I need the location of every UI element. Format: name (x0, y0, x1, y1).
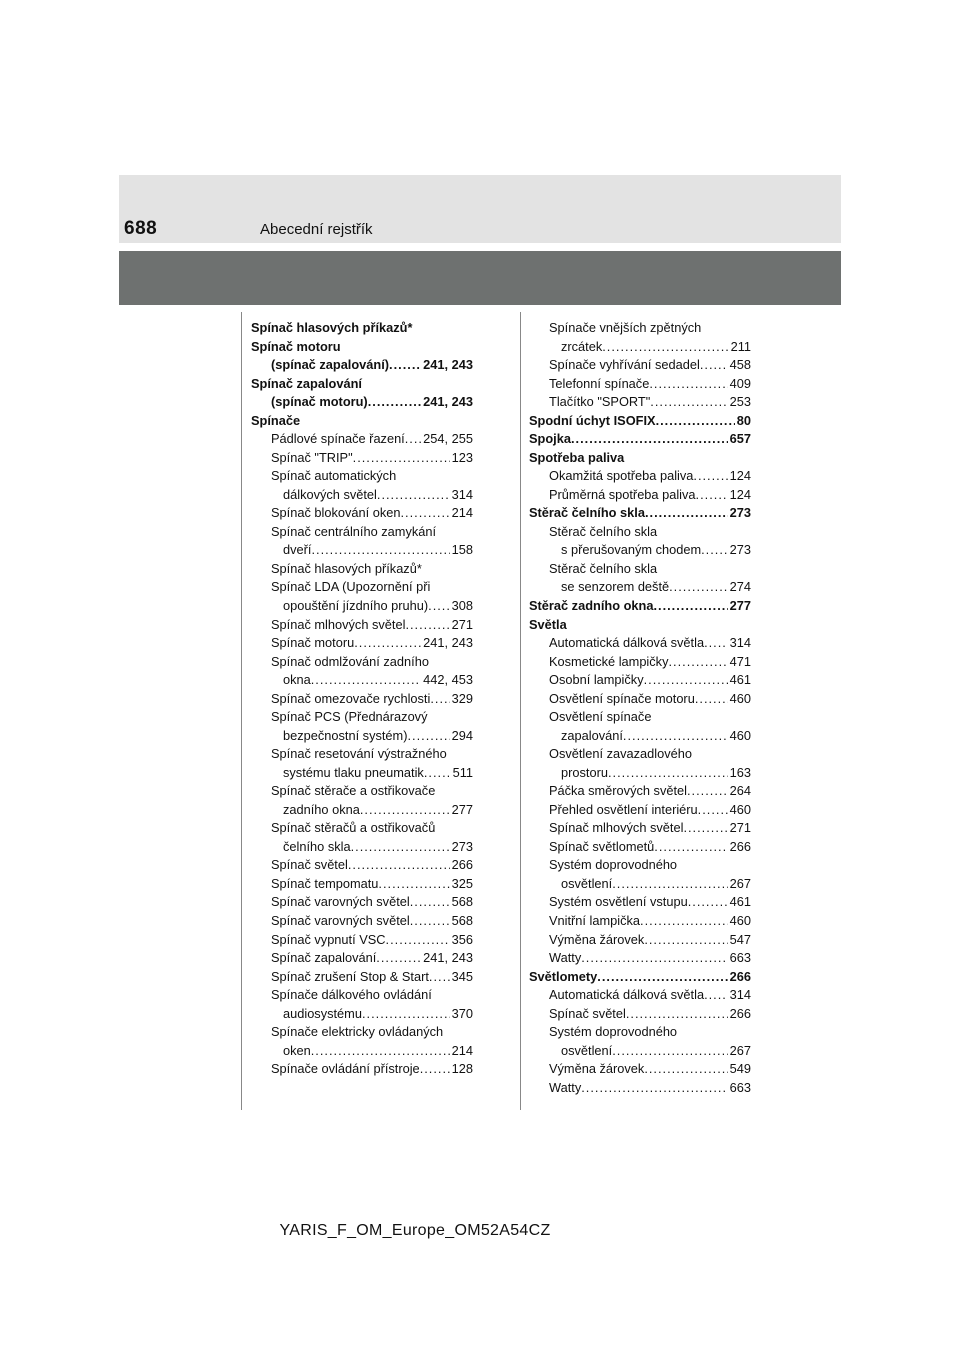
index-entry (529, 801, 751, 820)
dot-leader (430, 690, 449, 709)
index-entry-page: 547 (729, 931, 751, 947)
index-entry-page: 253 (729, 394, 751, 410)
index-entry (251, 486, 473, 505)
index-entry-page: 163 (729, 764, 751, 780)
index-entry-page: 271 (729, 820, 751, 836)
dot-leader (701, 541, 728, 560)
index-entry (251, 1042, 473, 1061)
column-divider-left (241, 312, 242, 1110)
index-entry (251, 560, 473, 579)
index-entry (529, 338, 751, 357)
index-entry-page: 549 (729, 1061, 751, 1077)
dot-leader (650, 393, 727, 412)
index-entry (529, 782, 751, 801)
index-entry-text: Automatická dálková světla (549, 987, 705, 1003)
index-entry-page: 267 (729, 1042, 751, 1058)
index-entry (251, 708, 473, 727)
header-band (119, 175, 841, 243)
column-divider-middle (520, 312, 521, 1110)
index-entry-text: Spínač automatických (271, 468, 397, 484)
dot-leader (653, 597, 727, 616)
index-entry (251, 745, 473, 764)
dot-leader (640, 912, 728, 931)
dot-leader (608, 764, 728, 783)
dot-leader (698, 801, 728, 820)
index-entry-text: Spínače vnějších zpětných (549, 320, 702, 335)
dot-leader (688, 893, 728, 912)
index-entry-page: 657 (729, 431, 751, 447)
dot-leader (644, 1060, 727, 1079)
index-entry (251, 764, 473, 783)
index-entry (529, 560, 751, 579)
page-title: Abecední rejstřík (260, 221, 373, 238)
index-entry-text: Systém doprovodného (549, 1024, 678, 1040)
index-entry-text: Osvětlení zavazadlového (549, 746, 692, 762)
index-entry (529, 745, 751, 764)
index-entry-page: 511 (452, 764, 473, 780)
index-entry (251, 412, 473, 431)
document-code: YARIS_F_OM_Europe_OM52A54CZ (279, 1222, 551, 1239)
dot-leader (668, 653, 727, 672)
index-entry-text: (spínač motoru) (271, 394, 368, 410)
index-entry-page: 266 (451, 857, 473, 873)
dot-leader (612, 875, 727, 894)
index-entry (529, 578, 751, 597)
index-entry-page: 345 (451, 968, 473, 984)
index-entry (251, 393, 473, 412)
index-entry-page: 80 (736, 412, 751, 428)
index-entry (529, 838, 751, 857)
index-entry-page: 264 (729, 783, 751, 799)
dot-leader (597, 968, 727, 987)
index-entry (251, 338, 473, 357)
index-entry-page: 241, 243 (423, 357, 473, 373)
index-entry-text: Spínač zapalování (271, 950, 377, 966)
index-entry (251, 968, 473, 987)
index-entry (251, 690, 473, 709)
dot-leader (405, 616, 449, 635)
index-entry-page: 123 (451, 449, 473, 465)
dot-leader (424, 764, 451, 783)
index-entry-text: Stěrač čelního skla (529, 505, 645, 521)
index-entry-text: Watty (549, 1079, 582, 1095)
index-entry-text: Spojka (529, 431, 571, 447)
index-entry-text: Spínač varovných světel (271, 894, 410, 910)
index-entry-text: okna (283, 672, 311, 688)
index-entry (251, 949, 473, 968)
index-entry (251, 801, 473, 820)
dot-leader (400, 504, 449, 523)
index-entry-text: osvětlení (561, 875, 613, 891)
index-entry (529, 727, 751, 746)
index-entry (251, 727, 473, 746)
index-entry-page: 460 (729, 690, 751, 706)
index-entry-text: Spínač stěrače a ostřikovače (271, 783, 436, 799)
index-entry (251, 912, 473, 931)
index-entry-page: 460 (729, 801, 751, 817)
index-entry-page: 277 (451, 801, 473, 817)
document-footer (0, 1222, 960, 1240)
dot-leader (669, 578, 728, 597)
dot-leader (700, 356, 728, 375)
index-entry-page: 267 (729, 875, 751, 891)
dot-leader (405, 430, 421, 449)
index-entry-text: Spínač centrálního zamykání (271, 523, 437, 539)
dot-leader (581, 1079, 727, 1098)
index-entry-text: osvětlení (561, 1042, 613, 1058)
index-column-2 (529, 319, 751, 1097)
index-entry-text: Světlomety (529, 968, 598, 984)
index-entry-text: Spínač resetování výstražného (271, 746, 447, 762)
index-entry (251, 541, 473, 560)
index-entry-text: Systém osvětlení vstupu (549, 894, 688, 910)
index-entry-text: Pádlové spínače řazení (271, 431, 405, 447)
index-entry-page: 241, 243 (423, 394, 473, 410)
index-entry-text: Spínač světlometů (549, 838, 655, 854)
index-entry-text: Spínače vyhřívání sedadel (549, 357, 700, 373)
index-entry-text: Spínače ovládání přístroje (271, 1061, 420, 1077)
index-entry-page: 271 (451, 616, 473, 632)
dot-leader (354, 634, 421, 653)
index-entry-page: 128 (451, 1061, 473, 1077)
index-entry-text: Přehled osvětlení interiéru (549, 801, 698, 817)
dot-leader (353, 449, 450, 468)
index-entry-page: 214 (451, 1042, 473, 1058)
index-entry-text: Spínač omezovače rychlosti (271, 690, 431, 706)
index-entry-page: 294 (451, 727, 473, 743)
index-entry-text: Spínač PCS (Přednárazový (271, 709, 428, 725)
index-entry-text: Okamžitá spotřeba paliva (549, 468, 694, 484)
index-entry-text: Výměna žárovek (549, 1061, 645, 1077)
index-entry (529, 597, 751, 616)
index-entry-page: 460 (729, 913, 751, 928)
index-entry (251, 356, 473, 375)
index-entry-text: zrcátek (561, 338, 603, 354)
dot-leader (311, 1042, 450, 1061)
index-entry (529, 393, 751, 412)
index-entry-text: se senzorem deště (561, 579, 670, 595)
index-entry-page: 356 (451, 931, 473, 947)
index-entry-page: 124 (729, 486, 751, 502)
index-entry (529, 1060, 751, 1079)
index-entry-page: 460 (729, 727, 751, 743)
index-entry (251, 467, 473, 486)
index-entry (529, 671, 751, 690)
index-entry-text: dveří (283, 542, 312, 558)
index-entry-page: 461 (729, 894, 751, 910)
index-entry-page: 211 (730, 338, 751, 354)
index-entry (529, 690, 751, 709)
dot-leader (386, 931, 450, 950)
dot-leader (376, 949, 421, 968)
dot-leader (695, 690, 728, 709)
index-entry-text: Spínač hlasových příkazů* (271, 560, 422, 576)
index-entry (251, 319, 473, 338)
index-entry-text: čelního skla (283, 838, 351, 854)
index-entry-text: Telefonní spínače (549, 375, 650, 391)
index-entry-page: 254, 255 (423, 431, 473, 447)
index-entry-page: 314 (451, 486, 473, 502)
index-entry (529, 541, 751, 560)
index-entry (251, 893, 473, 912)
index-entry (529, 375, 751, 394)
index-entry-text: dálkových světel (283, 486, 377, 502)
index-entry (529, 653, 751, 672)
index-entry-text: Spínač mlhových světel (271, 616, 406, 632)
index-entry-page: 458 (729, 357, 751, 373)
index-entry (251, 523, 473, 542)
dot-leader (612, 1042, 727, 1061)
index-entry-text: Spínač světel (549, 1005, 626, 1021)
index-entry-text: Watty (549, 950, 582, 966)
dot-leader (654, 838, 727, 857)
index-entry-text: Spínač motoru (271, 635, 355, 651)
index-entry (251, 1060, 473, 1079)
index-entry (251, 671, 473, 690)
index-entry (529, 634, 751, 653)
index-entry-text: Spínač LDA (Upozornění při (271, 579, 431, 595)
dot-leader (693, 467, 727, 486)
index-entry-text: Osobní lampičky (549, 672, 644, 688)
index-entry (529, 467, 751, 486)
index-entry-page: 471 (729, 653, 751, 669)
index-entry (251, 430, 473, 449)
dot-leader (644, 671, 728, 690)
dot-leader (389, 356, 421, 375)
index-column-1 (251, 319, 473, 1079)
index-entry-text: Kosmetické lampičky (549, 653, 669, 669)
index-entry (529, 875, 751, 894)
index-entry-page: 214 (451, 505, 473, 521)
index-entry (251, 986, 473, 1005)
dot-leader (704, 634, 728, 653)
index-entry (529, 931, 751, 950)
index-entry-page: 663 (729, 950, 751, 966)
index-entry (529, 616, 751, 635)
dot-leader (626, 1005, 728, 1024)
index-entry-text: audiosystému (283, 1005, 362, 1021)
index-entry-text: Spínač mlhových světel (549, 820, 684, 836)
index-entry-page: 409 (729, 375, 751, 391)
dot-leader (378, 875, 449, 894)
index-entry-text: Spínač hlasových příkazů* (251, 320, 413, 335)
index-entry-text: Stěrač čelního skla (549, 523, 658, 539)
index-entry-page: 568 (451, 894, 473, 910)
index-entry (529, 430, 751, 449)
index-entry (251, 449, 473, 468)
index-entry-page: 329 (451, 690, 473, 706)
index-entry-text: zadního okna (283, 801, 360, 817)
dot-leader (429, 968, 450, 987)
index-entry (251, 578, 473, 597)
index-entry-text: Osvětlení spínače motoru (549, 690, 695, 706)
index-entry-page: 314 (729, 635, 751, 651)
dot-leader (687, 782, 728, 801)
index-entry-text: Osvětlení spínače (549, 709, 652, 725)
index-entry-text: Tlačítko "SPORT" (549, 394, 651, 410)
index-entry-page: 461 (729, 672, 751, 688)
dot-leader (649, 375, 727, 394)
dot-leader (623, 727, 728, 746)
index-entry-page: 266 (729, 1005, 751, 1021)
dot-leader (348, 856, 450, 875)
index-entry (529, 986, 751, 1005)
index-entry-page: 325 (451, 875, 473, 891)
index-entry (529, 504, 751, 523)
index-entry-text: opouštění jízdního pruhu) (283, 597, 429, 613)
index-entry-text: Spínač blokování oken (271, 505, 401, 521)
dot-leader (428, 597, 450, 616)
index-entry (529, 912, 751, 931)
dot-leader (368, 393, 421, 412)
index-entry (251, 504, 473, 523)
index-entry-text: Spínač varovných světel (271, 913, 410, 928)
index-entry-page: 241, 243 (423, 950, 473, 966)
index-entry-text: Spínače elektricky ovládaných (271, 1024, 444, 1040)
index-entry-text: Spínače (251, 412, 301, 428)
index-entry-page: 158 (451, 542, 473, 558)
index-entry (251, 838, 473, 857)
index-entry (251, 856, 473, 875)
header-bar (119, 251, 841, 305)
index-entry-text: Spínač odmlžování zadního (271, 653, 429, 669)
dot-leader (656, 412, 735, 431)
index-entry-page: 241, 243 (423, 635, 473, 651)
index-entry (529, 856, 751, 875)
index-entry (529, 486, 751, 505)
index-entry-text: Stěrač čelního skla (549, 560, 658, 576)
dot-leader (311, 671, 421, 690)
index-entry (529, 319, 751, 338)
index-entry-text: Spínač "TRIP" (271, 449, 353, 465)
index-entry-text: Páčka směrových světel (549, 783, 687, 799)
index-entry (529, 1023, 751, 1042)
index-entry-text: Spotřeba paliva (529, 449, 625, 465)
index-entry-text: Automatická dálková světla (549, 635, 705, 651)
dot-leader (311, 541, 449, 560)
dot-leader (581, 949, 727, 968)
index-entry-page: 273 (451, 838, 473, 854)
index-entry (251, 1023, 473, 1042)
dot-leader (362, 1005, 450, 1024)
dot-leader (571, 430, 728, 449)
index-entry (529, 1079, 751, 1098)
index-entry (529, 968, 751, 987)
index-entry (529, 893, 751, 912)
dot-leader (683, 819, 727, 838)
index-entry (529, 949, 751, 968)
dot-leader (420, 1060, 450, 1079)
dot-leader (644, 931, 727, 950)
index-entry-page: 273 (729, 542, 751, 558)
index-entry (251, 375, 473, 394)
index-entry-page: 266 (729, 968, 751, 984)
dot-leader (645, 504, 728, 523)
index-entry (251, 634, 473, 653)
index-entry-text: Spínač motoru (251, 338, 341, 354)
index-entry (529, 764, 751, 783)
index-entry-page: 663 (729, 1079, 751, 1095)
dot-leader (410, 912, 450, 931)
index-entry-page: 442, 453 (423, 672, 473, 688)
index-entry-page: 314 (729, 987, 751, 1003)
dot-leader (407, 727, 449, 746)
dot-leader (696, 486, 728, 505)
index-entry (251, 597, 473, 616)
index-entry-text: s přerušovaným chodem (561, 542, 702, 558)
dot-leader (704, 986, 728, 1005)
index-entry-text: (spínač zapalování) (271, 357, 390, 373)
index-entry (529, 1042, 751, 1061)
index-entry-page: 370 (451, 1005, 473, 1021)
index-entry-page: 266 (729, 838, 751, 854)
index-entry (251, 653, 473, 672)
dot-leader (410, 893, 450, 912)
index-entry-text: Průměrná spotřeba paliva (549, 486, 696, 502)
index-entry-page: 308 (451, 597, 473, 613)
index-entry-text: zapalování (561, 727, 623, 743)
index-entry-text: Spínač tempomatu (271, 875, 379, 891)
index-entry-text: Systém doprovodného (549, 857, 678, 873)
index-entry (251, 616, 473, 635)
index-entry-text: Světla (529, 616, 567, 632)
index-entry (529, 1005, 751, 1024)
index-entry-text: Výměna žárovek (549, 931, 645, 947)
dot-leader (377, 486, 450, 505)
index-entry-page: 568 (451, 913, 473, 928)
index-entry-text: oken (283, 1042, 311, 1058)
page-number: 688 (124, 218, 158, 239)
dot-leader (351, 838, 450, 857)
index-entry-text: Stěrač zadního okna (529, 597, 654, 613)
index-entry (251, 819, 473, 838)
index-entry-text: Spínač zapalování (251, 375, 362, 391)
index-entry (529, 708, 751, 727)
index-entry (529, 412, 751, 431)
index-entry-page: 277 (729, 597, 751, 613)
dot-leader (602, 338, 728, 357)
index-entry (529, 356, 751, 375)
index-entry-text: Vnitřní lampička (549, 913, 641, 928)
index-entry-page: 124 (729, 468, 751, 484)
index-entry-text: Spínač světel (271, 857, 348, 873)
index-entry-page: 273 (729, 505, 751, 521)
index-entry (251, 782, 473, 801)
index-entry-text: prostoru (561, 764, 608, 780)
index-entry-text: Spínač vypnutí VSC (271, 931, 386, 947)
index-entry (529, 819, 751, 838)
index-entry-text: Spodní úchyt ISOFIX (529, 412, 656, 428)
dot-leader (360, 801, 450, 820)
index-entry (251, 1005, 473, 1024)
index-entry-text: Spínače dálkového ovládání (271, 987, 432, 1003)
index-entry-page: 274 (729, 579, 751, 595)
index-entry (251, 931, 473, 950)
index-entry-text: bezpečnostní systém) (283, 727, 408, 743)
index-entry (251, 875, 473, 894)
index-entry-text: Spínač zrušení Stop & Start (271, 968, 429, 984)
index-entry (529, 449, 751, 468)
index-entry-text: Spínač stěračů a ostřikovačů (271, 820, 436, 836)
index-entry-text: systému tlaku pneumatik (283, 764, 424, 780)
index-entry (529, 523, 751, 542)
